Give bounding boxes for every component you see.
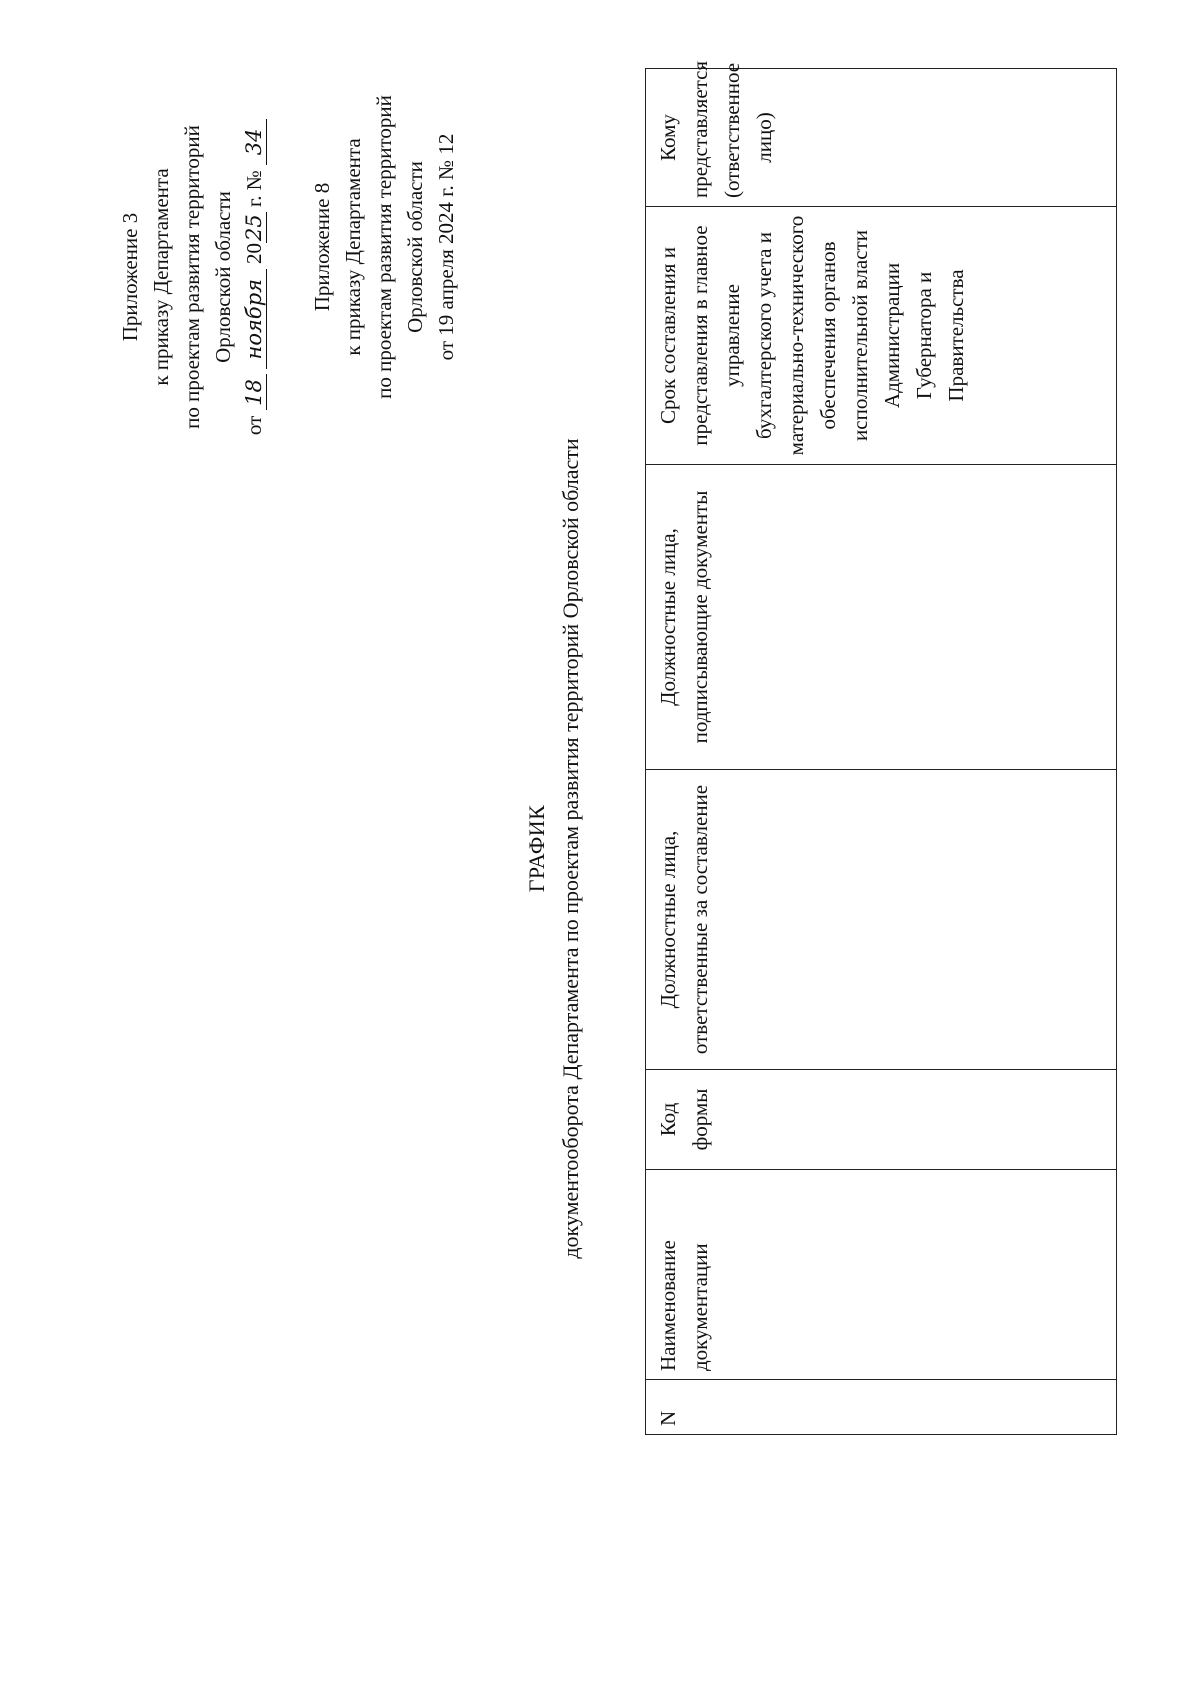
number-prefix: г. № <box>242 170 266 207</box>
handwritten-order-number: 34 <box>242 119 267 165</box>
appendix-label: Приложение 3 <box>118 212 142 342</box>
appendix-label: Приложение 8 <box>310 182 334 312</box>
document-title: ГРАФИК <box>524 804 549 893</box>
schedule-table <box>645 60 1117 1435</box>
column-header-recipient: Кому представляется (ответственное лицо) <box>646 69 1117 207</box>
approval-stamp-current <box>115 47 270 507</box>
handwritten-year: 25 <box>242 214 266 241</box>
order-date-line <box>239 47 270 507</box>
table-header-row <box>646 69 1117 1435</box>
date-prefix: от <box>242 415 266 436</box>
handwritten-day: 18 <box>242 374 267 410</box>
region-name: Орловской области <box>211 191 235 363</box>
column-header-form-code: Код формы <box>646 1070 1117 1170</box>
approval-stamp-previous <box>307 47 462 447</box>
region-name: Орловской области <box>403 161 427 333</box>
column-header-responsible-officials: Должностные лица, ответственные за составление <box>646 770 1117 1070</box>
document-subtitle: документооборота Департамента по проектам развития территорий Орловской области <box>558 438 583 1259</box>
column-header-deadline: Срок составления и представления в главное управление бухгалтерского учета и материально-технического обеспечения органов исполнительной власти Администрации Губернатора и Правительства <box>646 207 1117 465</box>
year-prefix: 20 <box>242 242 266 264</box>
department-name: по проектам развития территорий <box>372 95 396 399</box>
column-header-number: N <box>646 1380 1117 1435</box>
handwritten-month: ноября <box>242 269 267 369</box>
column-header-document-name: Наименование документации <box>646 1170 1117 1380</box>
department-name: по проектам развития территорий <box>180 125 204 429</box>
order-date-line: от 19 апреля 2024 г. № 12 <box>434 133 458 361</box>
order-reference: к приказу Департамента <box>341 138 365 356</box>
order-reference: к приказу Департамента <box>149 168 173 386</box>
column-header-signing-officials: Должностные лица, подписывающие документы <box>646 465 1117 770</box>
